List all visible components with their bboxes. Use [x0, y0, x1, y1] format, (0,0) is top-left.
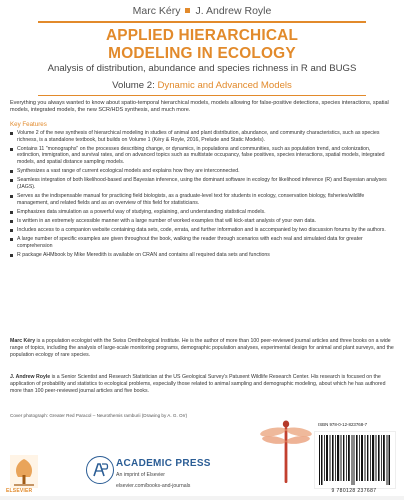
author-royle: J. Andrew Royle [195, 5, 272, 17]
feature-item: Seamless integration of both likelihood-based and Bayesian inference, using the dominant software in ecology for likelihood inference (R) and Bayesian analyses (JAGS). [10, 177, 394, 190]
academic-press-logo-icon [86, 456, 114, 484]
intro-paragraph: Everything you always wanted to know about spatio-temporal hierarchical models, models allowing for false-positive detections, species interactions, spatial models, integrated models, the new SCR/HDS synthesis, and much more. [10, 100, 389, 114]
feature-item: Contains 11 "monographs" on the processes describing change, or dynamics, in populations and communities, such as population trend, and colonization, extinction, immigration, and survival rates, and on advanced topics such as multistate occupancy, false positives, species interactions, spatial models, integrated models, and spatial distance sampling models. [10, 146, 394, 166]
feature-item: R package AHMbook by Mike Meredith is available on CRAN and contains all required data sets and functions [10, 252, 394, 259]
book-subtitle: Analysis of distribution, abundance and species richness in R and BUGS [47, 63, 357, 74]
bio-name: Marc Kéry [10, 338, 36, 344]
dragonfly-illustration-icon [260, 410, 312, 490]
key-features-heading: Key Features [10, 121, 47, 128]
bio-name: J. Andrew Royle [10, 374, 51, 380]
barcode-icon [314, 431, 396, 489]
publisher-imprint: An imprint of Elsevier [116, 472, 166, 478]
feature-item: A large number of specific examples are given throughout the book, walking the reader through scenarios with each real and simulated data for greater comprehension [10, 236, 394, 249]
elsevier-tree-logo-icon [10, 455, 38, 488]
publisher-url: elsevier.com/books-and-journals [116, 483, 191, 489]
author-separator-icon [185, 8, 190, 13]
volume-prefix: Volume 2: [112, 80, 158, 91]
volume-name: Dynamic and Advanced Models [157, 80, 292, 91]
volume-line [0, 80, 404, 91]
elsevier-wordmark: ELSEVIER [6, 488, 33, 494]
title-line-2: MODELING IN ECOLOGY [108, 44, 296, 62]
feature-item: Synthesizes a vast range of current ecological models and explains how they are interconnected. [10, 168, 394, 175]
feature-item: Serves as the indispensable manual for practicing field biologists, as a graduate-level text for students in ecology, conservation biology, fisheries/wildlife management, and related fields and as an overview of this field for statisticians. [10, 193, 394, 206]
ap-monogram-icon [87, 457, 113, 483]
bio-text: is a population ecologist with the Swiss Ornithological Institute. He is the author of more than 100 peer-reviewed journal articles and three books on a wide range of topics, including the analysis of large-scale monitoring programs, demographic population analyses, experimental design for animal and plant surveys, and the population ecology of rare species. [10, 338, 394, 358]
author-kery: Marc Kéry [132, 5, 181, 17]
isbn-text: ISBN 978-0-12-823768-7 [318, 422, 368, 427]
publisher-name: ACADEMIC PRESS [116, 458, 211, 469]
top-divider [38, 21, 366, 23]
bottom-strip [0, 496, 404, 500]
title-line-1: APPLIED HIERARCHICAL [105, 27, 299, 44]
barcode-number: 9 780128 237687 [331, 488, 377, 494]
feature-item: Is written in an extremely accessible manner with a large number of worked examples that will kick-start analysis of your own data. [10, 218, 394, 225]
bio-text: is a Senior Scientist and Research Statistician at the US Geological Survey's Patuxent Wildlife Research Center. His research is focused on the application of probability and statistics to ecological problems, especially those related to animal sampling and demographic modeling, about which he has authored more than 100 peer-reviewed journal articles and five books. [10, 374, 386, 394]
author-bio-royle [10, 374, 394, 394]
cover-photo-credit: Cover photograph: Greater Red Paracol – Neurothemis ramburii (Drawing by A. G. Orr) [10, 413, 188, 418]
feature-item: Volume 2 of the new synthesis of hierarchical modeling in studies of animal and plant distribution, abundance, and community characteristics, such as species richness, is a standalone textbook, but builds on Volume 1 (Kéry & Royle, 2016, Prelude and Static Models). [10, 130, 394, 143]
mid-divider [38, 95, 366, 96]
feature-item: Includes access to a companion website containing data sets, code, errata, and further information and is accompanied by two discussion forums by the authors. [10, 227, 394, 234]
book-title [0, 27, 404, 62]
key-features-list [10, 130, 394, 261]
feature-item: Emphasizes data simulation as a powerful way of studying, explaining, and understanding statistical models. [10, 209, 394, 216]
authors-line [0, 5, 404, 17]
author-bio-kery [10, 338, 394, 358]
